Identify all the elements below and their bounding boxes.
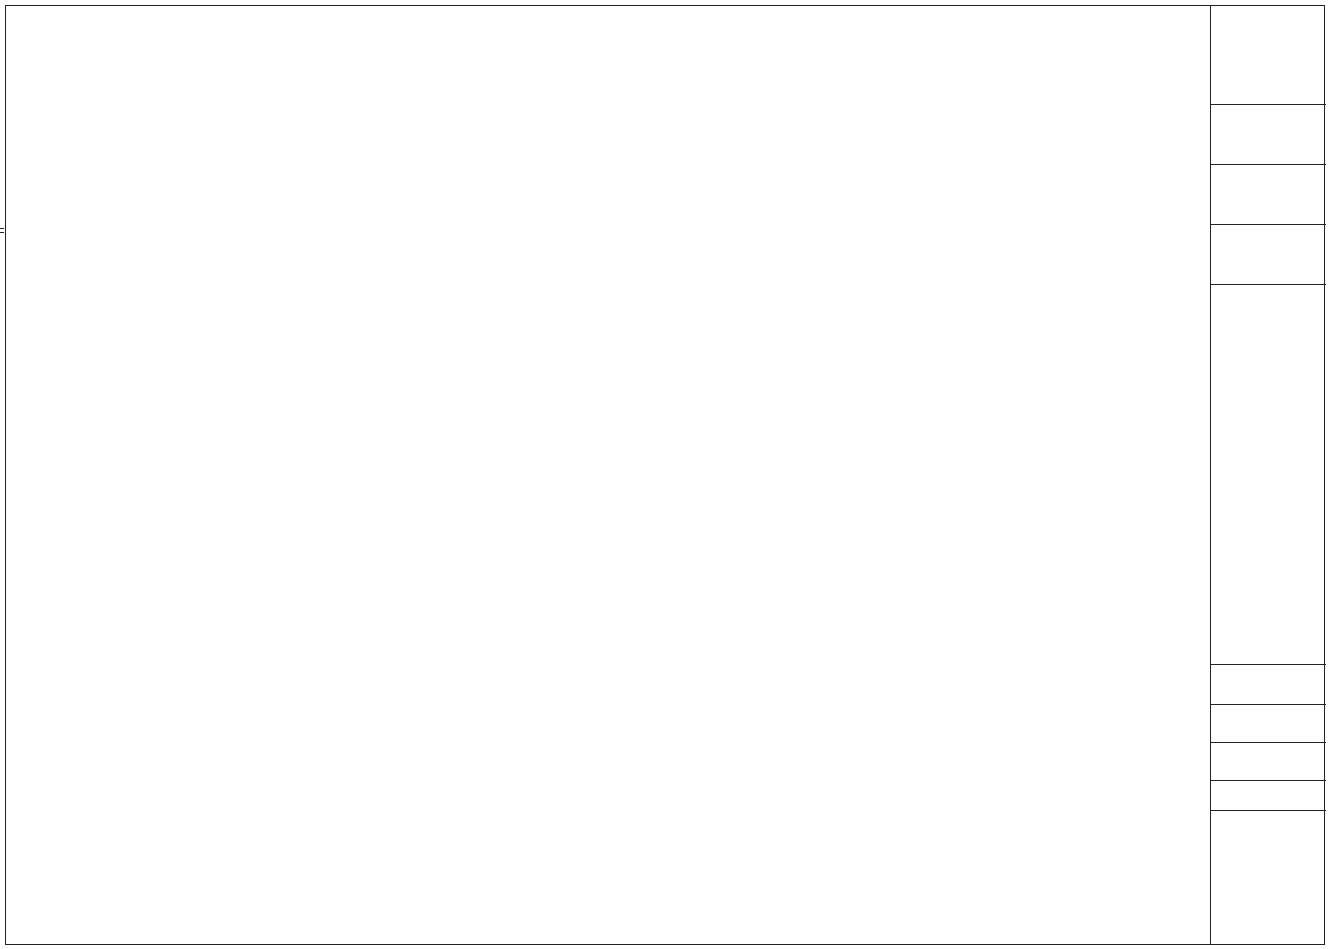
margin-tick (0, 228, 4, 229)
tb-approval (1211, 165, 1326, 225)
tb-drawing-name (1211, 743, 1326, 781)
title-block (1210, 5, 1325, 945)
drawing-sheet (5, 5, 1325, 945)
tb-partner (1211, 105, 1326, 165)
margin-tick (0, 232, 4, 233)
tb-blank-area (1211, 285, 1326, 665)
tb-project (1211, 705, 1326, 743)
tb-top-blank (1211, 5, 1326, 105)
tb-note (1211, 781, 1326, 811)
tb-registered (1211, 225, 1326, 285)
tb-client (1211, 665, 1326, 705)
